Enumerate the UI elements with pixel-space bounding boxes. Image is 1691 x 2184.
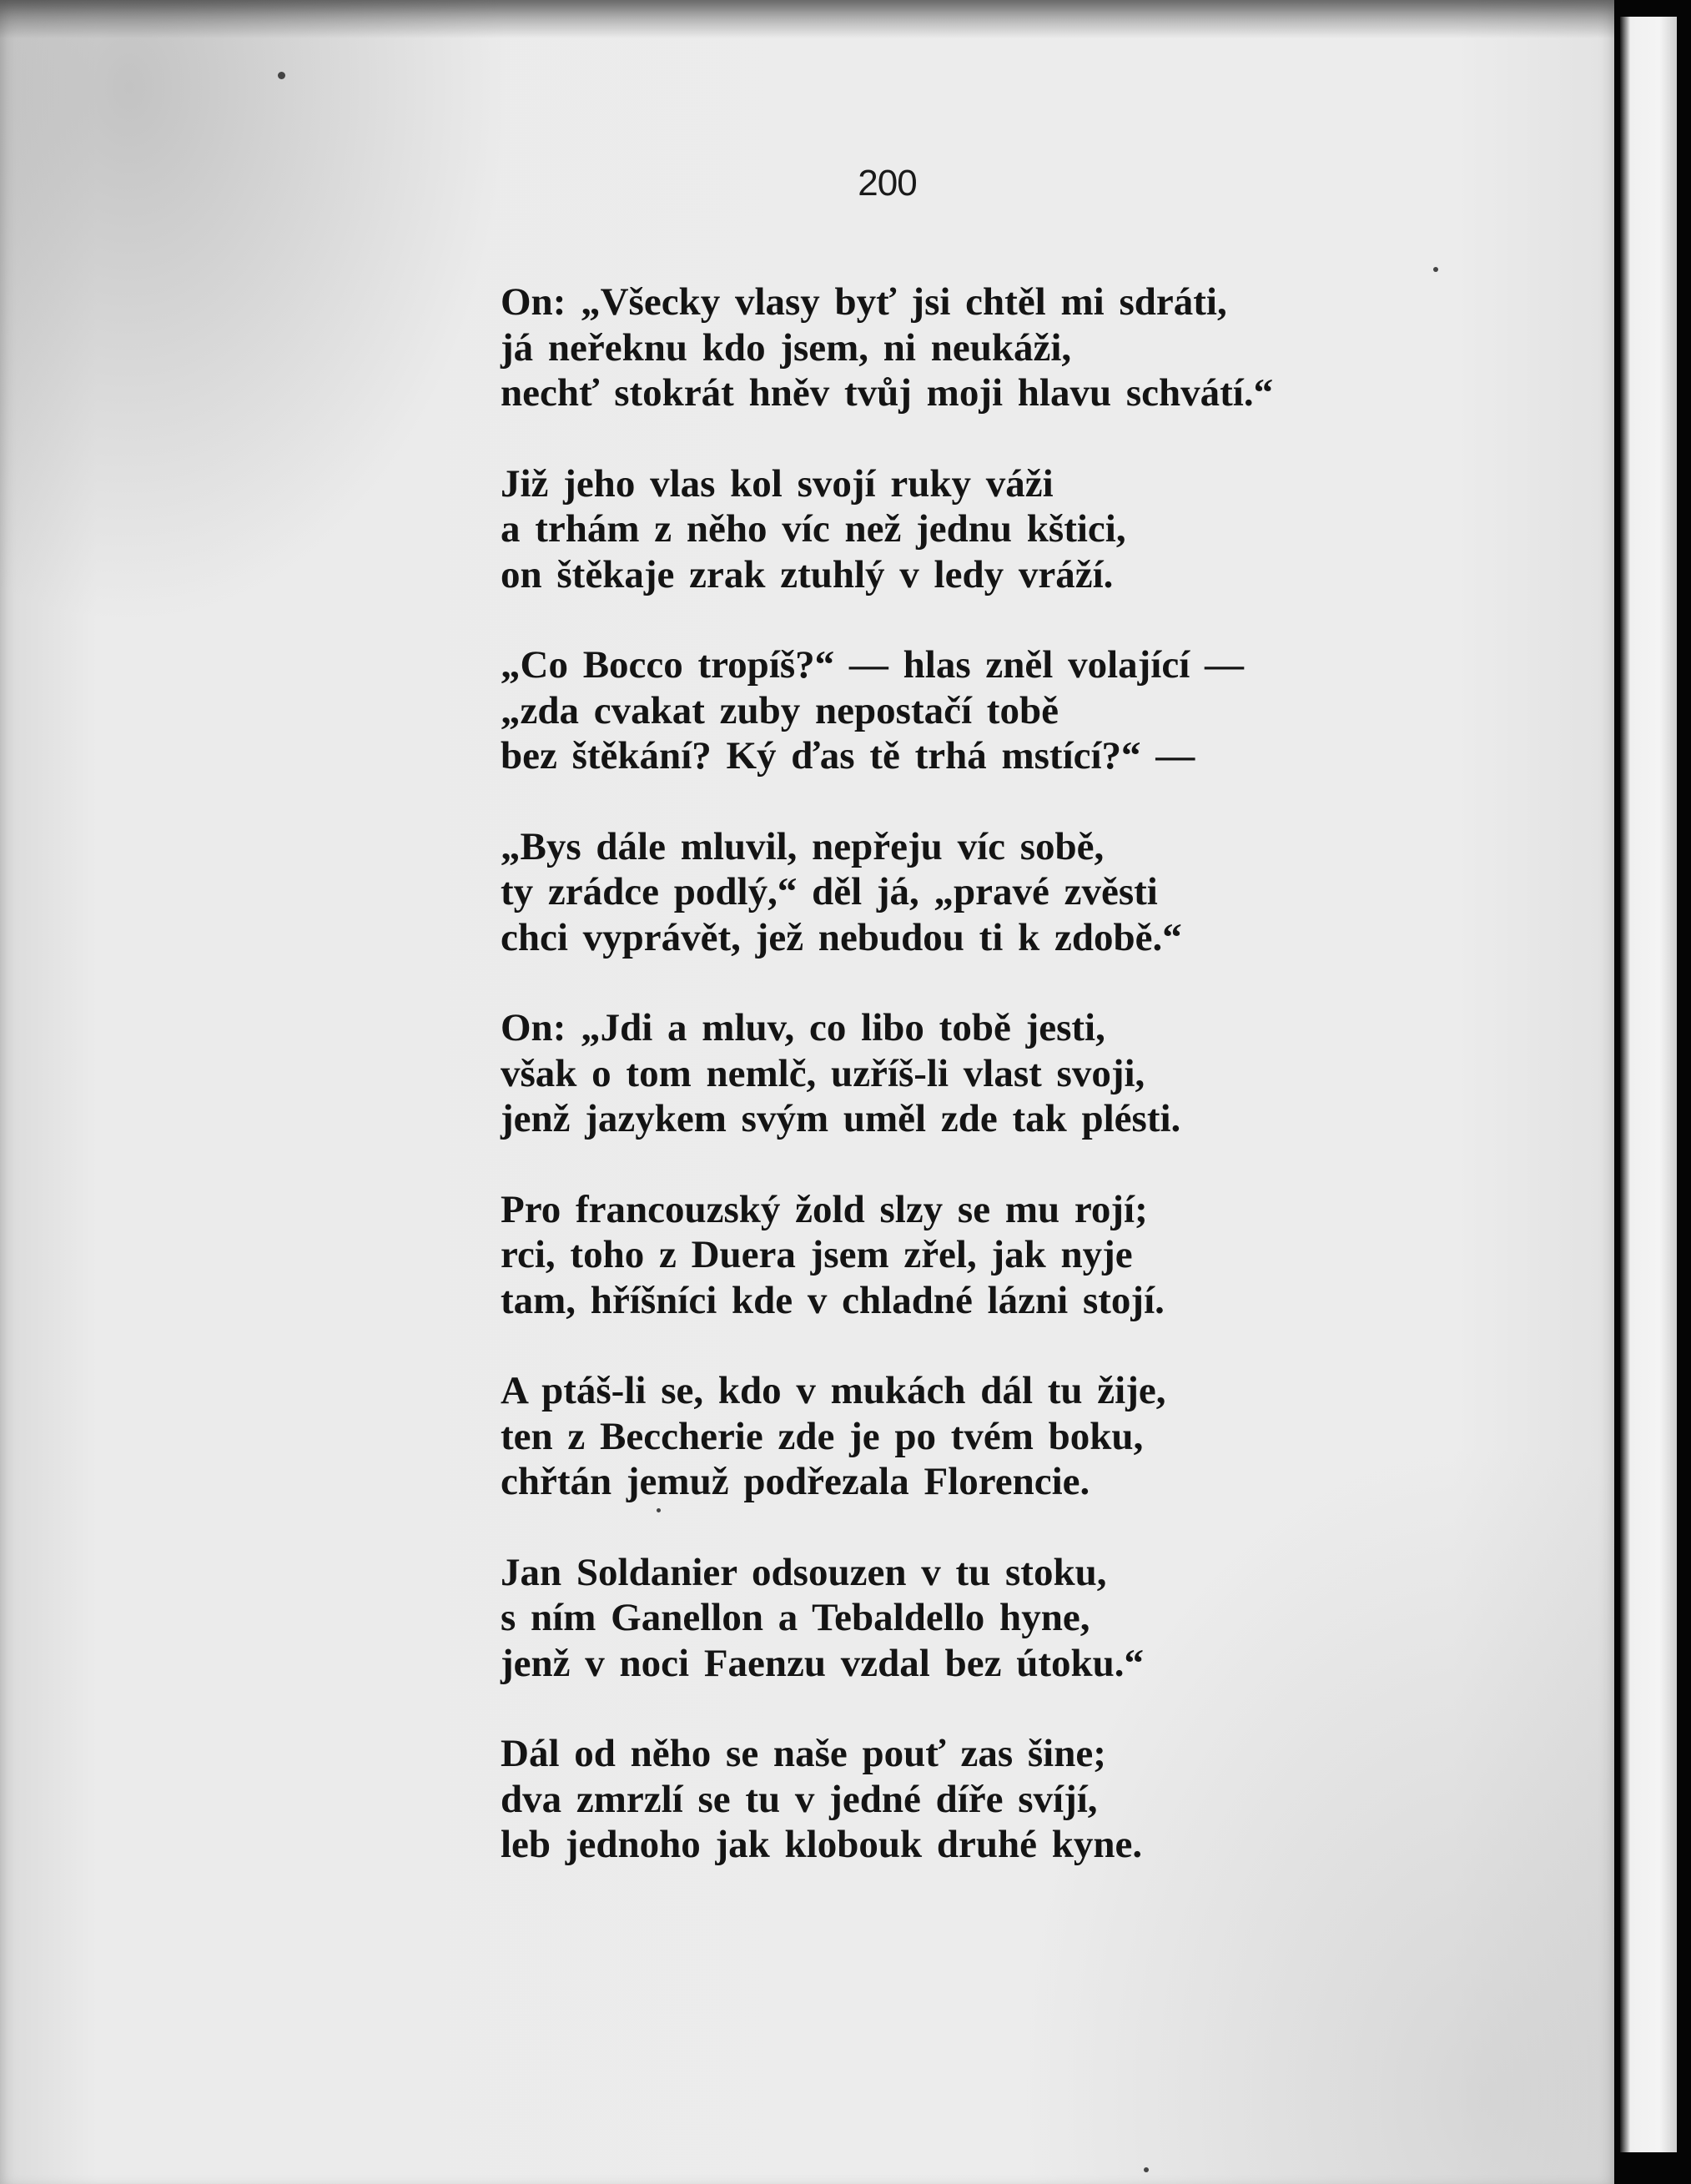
verse-line: chřtán jemuž podřezala Florencie. <box>501 1460 1090 1503</box>
verse-line: rci, toho z Duera jsem zřel, jak nyje <box>501 1233 1133 1276</box>
stanza <box>501 1550 1435 1687</box>
verse-line: Již jeho vlas kol svojí ruky váži <box>501 461 1054 506</box>
stanza <box>501 1187 1435 1324</box>
verse-line: ten z Beccherie zde je po tvém boku, <box>501 1414 1144 1458</box>
verse-line: s ním Ganellon a Tebaldello hyne, <box>501 1596 1090 1639</box>
poem-text <box>501 279 1435 1913</box>
verse-line: ty zrádce podlý,“ děl já, „pravé zvěsti <box>501 870 1158 913</box>
verse-line: On: „Jdi a mluv, co libo tobě jesti, <box>501 1006 1105 1049</box>
next-page-edge <box>1620 17 1677 2152</box>
verse-line: chci vyprávět, jež nebudou ti k zdobě.“ <box>501 915 1182 959</box>
verse-line: Dál od něho se naše pouť zas šine; <box>501 1732 1106 1775</box>
verse-line: „zda cvakat zuby nepostačí tobě <box>501 688 1059 732</box>
verse-line: A ptáš-li se, kdo v mukách dál tu žije, <box>501 1369 1166 1412</box>
verse-line: a trhám z něho víc než jednu kštici, <box>501 507 1126 551</box>
ink-speck <box>278 72 285 79</box>
verse-line: jenž v noci Faenzu vzdal bez útoku.“ <box>501 1641 1145 1685</box>
verse-line: „Bys dále mluvil, nepřeju víc sobě, <box>501 824 1105 868</box>
verse-line: jenž jazykem svým uměl zde tak plésti. <box>501 1097 1181 1140</box>
verse-line: však o tom nemlč, uzříš-li vlast svoji, <box>501 1051 1145 1095</box>
stanza <box>501 279 1435 416</box>
stanza <box>501 642 1435 779</box>
verse-line: On: „Všecky vlasy byť jsi chtěl mi sdráti, <box>501 280 1227 324</box>
stanza <box>501 1731 1435 1868</box>
verse-line: já neřeknu kdo jsem, ni neukáži, <box>501 325 1072 370</box>
verse-line: leb jednoho jak klobouk druhé kyne. <box>501 1823 1143 1866</box>
ink-speck <box>1144 2167 1149 2172</box>
stanza <box>501 1005 1435 1142</box>
verse-line: tam, hříšníci kde v chladné lázni stojí. <box>501 1278 1165 1322</box>
page-top-shadow <box>0 0 1614 38</box>
verse-line: on štěkaje zrak ztuhlý v ledy vráží. <box>501 552 1114 596</box>
stanza <box>501 824 1435 961</box>
verse-line: Jan Soldanier odsouzen v tu stoku, <box>501 1550 1107 1594</box>
verse-line: Pro francouzský žold slzy se mu rojí; <box>501 1187 1148 1231</box>
verse-line: bez štěkání? Ký ďas tě trhá mstící?“ — <box>501 734 1195 777</box>
verse-line: „Co Bocco tropíš?“ — hlas zněl volající — <box>501 643 1245 687</box>
ink-speck <box>1433 267 1438 272</box>
stanza <box>501 1368 1435 1505</box>
stanza <box>501 461 1435 598</box>
page-number: 200 <box>858 163 917 204</box>
verse-line: dva zmrzlí se tu v jedné díře svíjí, <box>501 1777 1098 1821</box>
verse-line: nechť stokrát hněv tvůj moji hlavu schvátí.“ <box>501 371 1274 415</box>
